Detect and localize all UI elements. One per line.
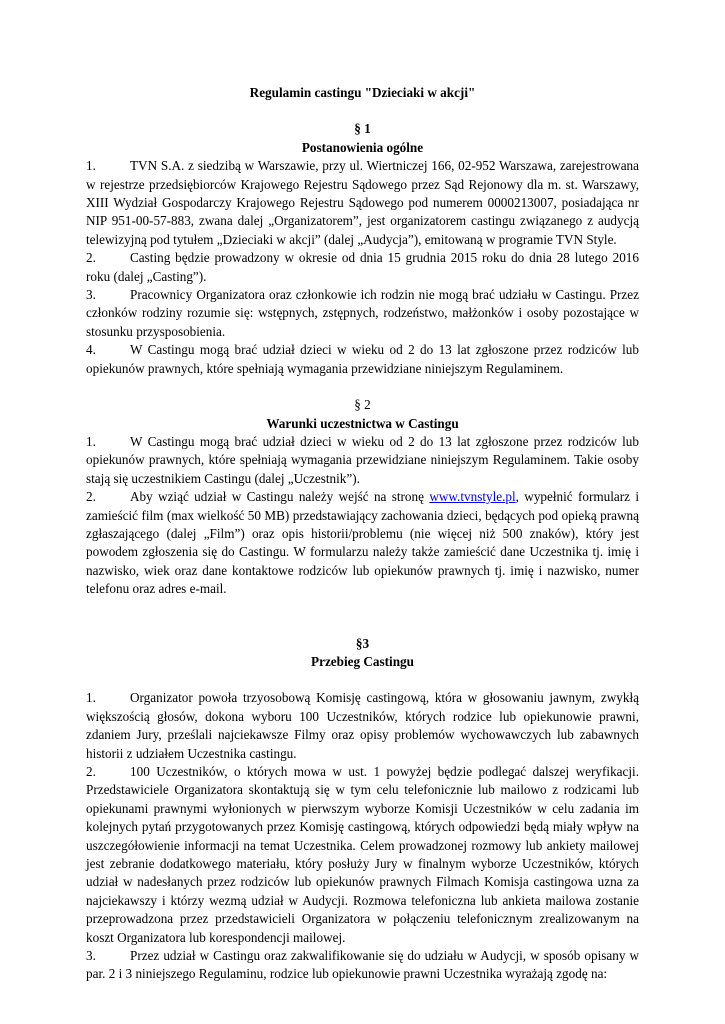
paragraph-number: 3. (86, 287, 96, 303)
paragraph-number: 4. (86, 342, 96, 358)
section-1-paragraph-3 (86, 286, 639, 341)
paragraph-text: Casting będzie prowadzony w okresie od dnia 15 grudnia 2015 roku do dnia 28 lutego 2016 roku (dalej „Casting”). (86, 250, 639, 284)
section-3-number: §3 (355, 635, 370, 651)
paragraph-text: W Castingu mogą brać udział dzieci w wieku od 2 do 13 lat zgłoszone przez rodziców lub opiekunów prawnych, które spełniają wymagania przewidziane niniejszym Regulaminem. (86, 342, 639, 376)
paragraph-number: 1. (86, 158, 96, 174)
section-1-paragraph-2 (86, 249, 639, 286)
section-3-paragraph-3 (86, 947, 639, 984)
paragraph-number: 2. (86, 764, 96, 779)
section-3-title: Przebieg Castingu (311, 653, 414, 669)
document-title: Regulamin castingu "Dzieciaki w akcji" (249, 85, 476, 100)
paragraph-number: 1. (86, 433, 96, 449)
paragraph-text-before: Aby wziąć udział w Castingu należy wejść na stronę (130, 489, 430, 505)
paragraph-text: TVN S.A. z siedzibą w Warszawie, przy ul. Wiertniczej 166, 02-952 Warszawa, zarejestrowana w rejestrze przedsiębiorców Krajowego Rejestru Sądowego przez Sąd Rejonowy dla m. st. Warszawy, XIII Wydział Gospodarczy Krajowego Rejestru Sądowego pod numerem 0000213007, posiadająca nr NIP 951-00-57-883, zwana dalej „Organizatorem”, jest organizatorem castingu związanego z audycją telewizyjną pod tytułem „Dzieciaki w akcji” (dalej „Audycja”), emitowaną w programie TVN Style. (86, 158, 639, 247)
section-3-paragraph-2 (86, 763, 639, 947)
paragraph-number: 3. (86, 948, 96, 964)
section-3-paragraph-1 (86, 689, 639, 763)
section-1-number: § 1 (354, 121, 371, 137)
tvnstyle-link[interactable]: www.tvnstyle.pl (429, 489, 516, 505)
paragraph-text: W Castingu mogą brać udział dzieci w wieku od 2 do 13 lat zgłoszone przez rodziców lub opiekunów prawnych, które spełniają wymagania przewidziane niniejszym Regulaminem. Takie osoby stają się uczestnikiem Castingu (dalej „Uczestnik”). (86, 433, 639, 486)
paragraph-text: Organizator powoła trzyosobową Komisję castingową, która w głosowaniu jawnym, zwykłą większością głosów, dokona wyboru 100 Uczestników, których rodzice lub opiekunowie prawni, zdaniem Jury, prześlali najciekawsze Filmy oraz opisy problemów wychowawczych lub zabawnych historii z udziałem Uczestnika castingu. (86, 690, 639, 761)
paragraph-text: Przez udział w Castingu oraz zakwalifikowanie się do udziału w Audycji, w sposób opisany w par. 2 i 3 niniejszego Regulaminu, rodzice lub opiekunowie prawni Uczestnika wyrażają zgodę na: (86, 948, 639, 982)
section-1-title: Postanowienia ogólne (301, 139, 424, 155)
paragraph-text: Pracownicy Organizatora oraz członkowie ich rodzin nie mogą brać udziału w Castingu. Przez członków rodziny rozumie się: wstępnych, zstępnych, rodzeństwo, małżonków i osoby pozostające w stosunku przysposobienia. (86, 287, 639, 339)
document-page (86, 84, 639, 984)
section-1-paragraph-4 (86, 341, 639, 378)
section-2-number: § 2 (354, 397, 371, 413)
section-2-title: Warunki uczestnictwa w Castingu (266, 415, 459, 431)
paragraph-text-after: , wypełnić formularz i zamieścić film (max wielkość 50 MB) przedstawiający zachowania dzieci, będących pod opieką prawną zgłaszającego (dalej „Film”) oraz opis historii/problemu (nie więcej niż 500 znaków), który jest powodem zgłoszenia się do Castingu. W formularzu należy także zamieścić dane Uczestnika tj. imię i nazwisko, wiek oraz dane kontaktowe rodziców lub opiekunów prawnych tj. imię i nazwisko, numer telefonu oraz adres e-mail. (86, 489, 639, 597)
paragraph-number: 2. (86, 489, 96, 505)
section-1-paragraph-1 (86, 157, 639, 249)
paragraph-number: 1. (86, 690, 96, 706)
section-2-paragraph-1 (86, 433, 639, 488)
paragraph-number: 2. (86, 250, 96, 266)
paragraph-text: 100 Uczestników, o których mowa w ust. 1 powyżej będzie podlegać dalszej weryfikacji. Przedstawiciele Organizatora skontaktują się w tym celu telefonicznie lub mailowo z rodzicami lub opiekunami prawnymi wyłonionych w pierwszym wyborze Komisji Uczestników w celu zadania im kolejnych pytań przygotowanych przez Komisję castingową, których odpowiedzi będą miały wpływ na uszczegółowienie informacji na temat Uczestnika. Celem prowadzonej rozmowy lub ankiety mailowej jest zebranie dodatkowego materiału, który posłuży Jury w finalnym wyborze Uczestników, których udział w nadesłanych przez rodziców lub opiekunów prawnych Filmach Komisja castingowa uzna za najciekawszy i którzy wezmą udział w Audycji. Rozmowa telefoniczna lub ankieta mailowa zostanie przeprowadzona przez przedstawicieli Organizatora w połączeniu telefonicznym zrealizowanym na koszt Organizatora lub korespondencji mailowej. (86, 764, 639, 945)
section-2-paragraph-2 (86, 488, 639, 598)
